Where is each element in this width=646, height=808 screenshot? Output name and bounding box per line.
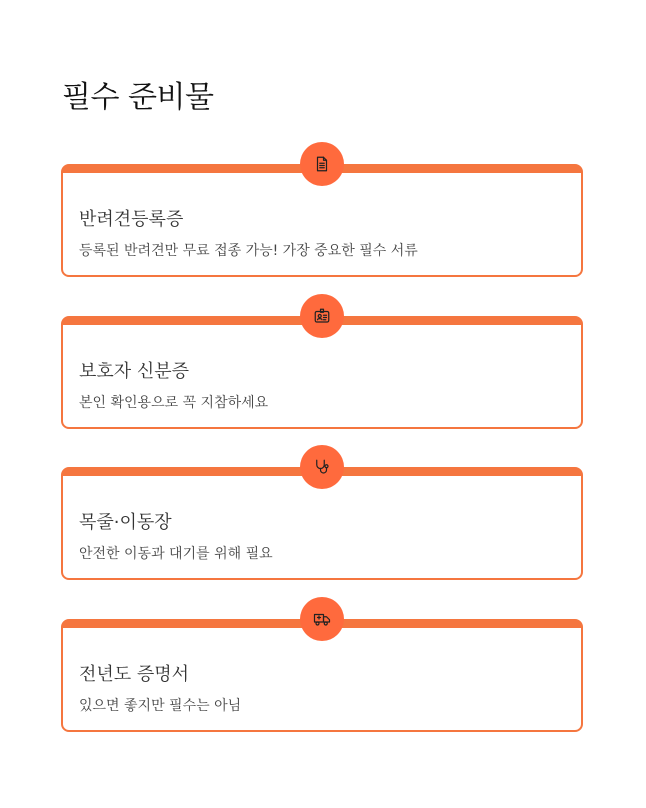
item-description: 본인 확인용으로 꼭 지참하세요: [79, 395, 269, 411]
item-badge: [300, 142, 344, 186]
item-title: 반려견등록증: [79, 209, 184, 230]
document-icon: [313, 155, 331, 173]
item-title: 전년도 증명서: [79, 664, 190, 685]
id-card-icon: [313, 307, 331, 325]
item-description: 있으면 좋지만 필수는 아님: [79, 698, 242, 714]
item-card-previous-certificate: [61, 619, 583, 732]
item-card-leash-carrier: [61, 467, 583, 580]
item-title: 목줄·이동장: [79, 512, 172, 533]
item-badge: [300, 445, 344, 489]
item-card-owner-id: [61, 316, 583, 429]
stethoscope-icon: [313, 458, 331, 476]
item-description: 안전한 이동과 대기를 위해 필요: [79, 546, 273, 562]
ambulance-icon: [313, 610, 331, 628]
item-badge: [300, 597, 344, 641]
page-title: 필수 준비물: [62, 80, 214, 115]
item-card-pet-registration: [61, 164, 583, 277]
item-badge: [300, 294, 344, 338]
item-title: 보호자 신분증: [79, 361, 190, 382]
item-description: 등록된 반려견만 무료 접종 가능! 가장 중요한 필수 서류: [79, 243, 418, 259]
